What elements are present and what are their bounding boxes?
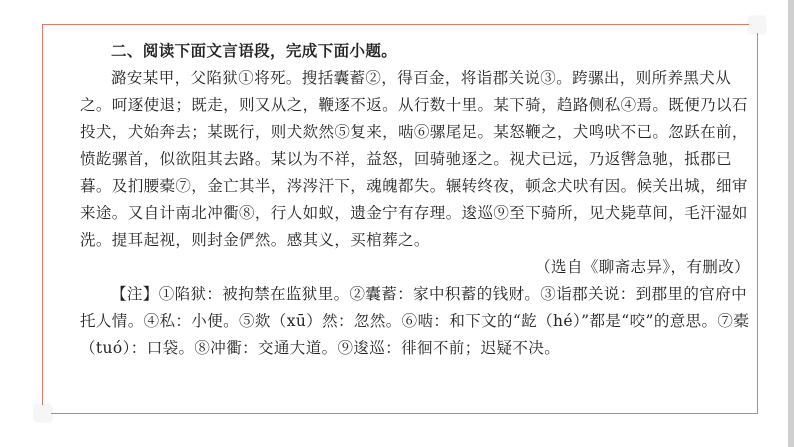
question-heading: 二、阅读下面文言语段，完成下面小题。	[111, 42, 398, 60]
source-citation: （选自《聊斋志异》，有删改）	[535, 258, 750, 276]
annotation-notes: 【注】①陷狱：被拘禁在监狱里。②囊蓄：家中积蓄的钱财。③诣郡关说：到郡里的官府中托人情。④私：小便。⑤欻（xū）然：忽然。⑥啮：和下文的“龁（hé）”都是“咬”的意思。⑦橐（tuó）：口袋。⑧冲衢：交通大道。⑨逡巡：徘徊不前；迟疑不决。	[80, 285, 750, 357]
page-edge-divider	[788, 0, 794, 447]
frame-corner-bottom-left	[35, 405, 51, 421]
frame-corner-top-right	[749, 17, 765, 33]
document-body	[80, 38, 760, 362]
classical-passage: 潞安某甲，父陷狱①将死。搜括囊蓄②，得百金，将诣郡关说③。跨骡出，则所养黑犬从之。呵逐使退；既走，则又从之，鞭逐不返。从行数十里。某下骑，趋路侧私④焉。既便乃以石投犬，犬始奔去；某既行，则犬欻然⑤复来，啮⑥骡尾足。某怒鞭之，犬鸣吠不已。忽跃在前，愤龁骡首，似欲阻其去路。某以为不祥，益怒，回骑驰逐之。视犬已远，乃返辔急驰，抵郡已暮。及扪腰橐⑦，金亡其半，涔涔汗下，魂魄都失。辗转终夜，顿念犬吠有因。候关出城，细审来途。又自计南北冲衢⑧，行人如蚁，遗金宁有存理。逡巡⑨至下骑所，见犬毙草间，毛汗湿如洗。提耳起视，则封金俨然。感其义，买棺葬之。	[80, 69, 748, 249]
